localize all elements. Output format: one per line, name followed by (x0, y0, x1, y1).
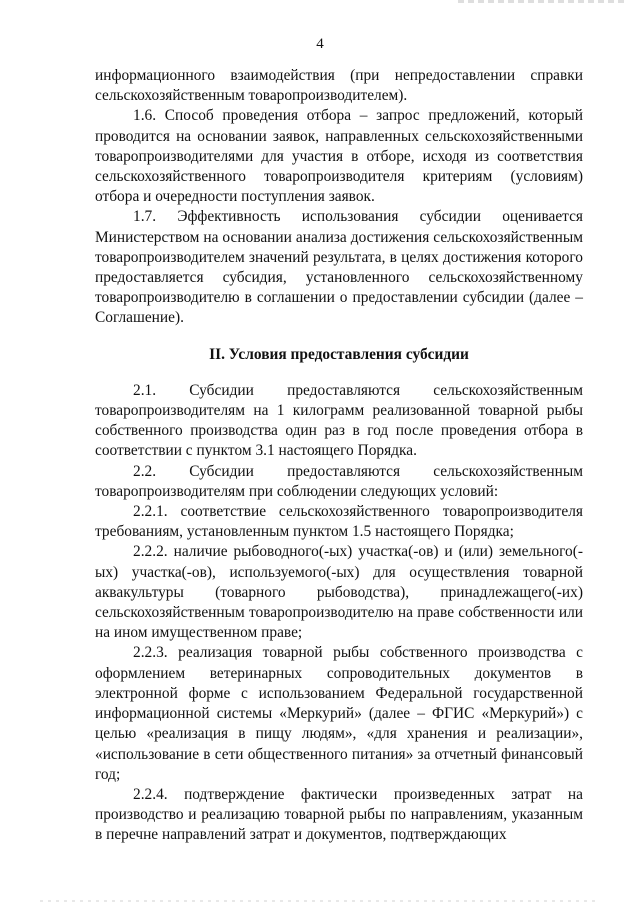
paragraph-continuation: информационного взаимодействия (при непредоставлении справки сельскохозяйственным товаропроизводителем). (95, 67, 583, 105)
paragraph-2-2-1: 2.2.1. соответствие сельскохозяйственного товаропроизводителя требованиям, установленным пунктом 1.5 настоящего Порядка; (95, 503, 583, 541)
paragraph-1-6: 1.6. Способ проведения отбора – запрос предложений, который проводится на основании заявок, направленных сельскохозяйственными товаропроизводителями для участия в отборе, исходя из соответствия сельскохозяйственного товаропроизводителя критериям (условиям) отбора и очередности поступления заявок. (95, 107, 583, 206)
scan-artifact-bottom (40, 900, 600, 902)
page-number: 4 (316, 36, 324, 52)
scan-artifact-top (458, 0, 628, 3)
paragraph-2-2: 2.2. Субсидии предоставляются сельскохозяйственным товаропроизводителям при соблюдении следующих условий: (95, 462, 583, 500)
paragraph-2-2-2: 2.2.2. наличие рыбоводного(-ых) участка(-ов) и (или) земельного(-ых) участка(-ов), используемого(-ых) для осуществления товарной аквакультуры (товарного рыбоводства), принадлежащего(-их) сельскохозяйственным товаропроизводителю на праве собственности или на ином имущественном праве; (95, 543, 583, 642)
paragraph-1-7: 1.7. Эффективность использования субсидии оценивается Министерством на основании анализа достижения сельскохозяйственным товаропроизводителем значений результата, в целях достижения которого предоставляется субсидия, установленного сельскохозяйственному товаропроизводителю в соглашении о предоставлении субсидии (далее – Соглашение). (95, 208, 583, 327)
paragraph-2-2-4: 2.2.4. подтверждение фактически произведенных затрат на производство и реализацию товарной рыбы по направлениям, указанным в перечне направлений затрат и документов, подтверждающих (95, 785, 583, 844)
paragraph-2-1: 2.1. Субсидии предоставляются сельскохозяйственным товаропроизводителям на 1 килограмм реализованной товарной рыбы собственного производства один раз в год после проведения отбора в соответствии с пунктом 3.1 настоящего Порядка. (95, 381, 583, 460)
paragraph-2-2-3: 2.2.3. реализация товарной рыбы собственного производства с оформлением ветеринарных сопроводительных документов в электронной форме с использованием Федеральной государственной информационной системы «Меркурий» (далее – ФГИС «Меркурий») с целью «реализация в пищу людям», «для хранения и реализации», «использование в сети общественного питания» за отчетный финансовый год; (95, 644, 583, 783)
document-body (95, 66, 583, 846)
section-heading: II. Условия предоставления субсидии (209, 345, 469, 363)
